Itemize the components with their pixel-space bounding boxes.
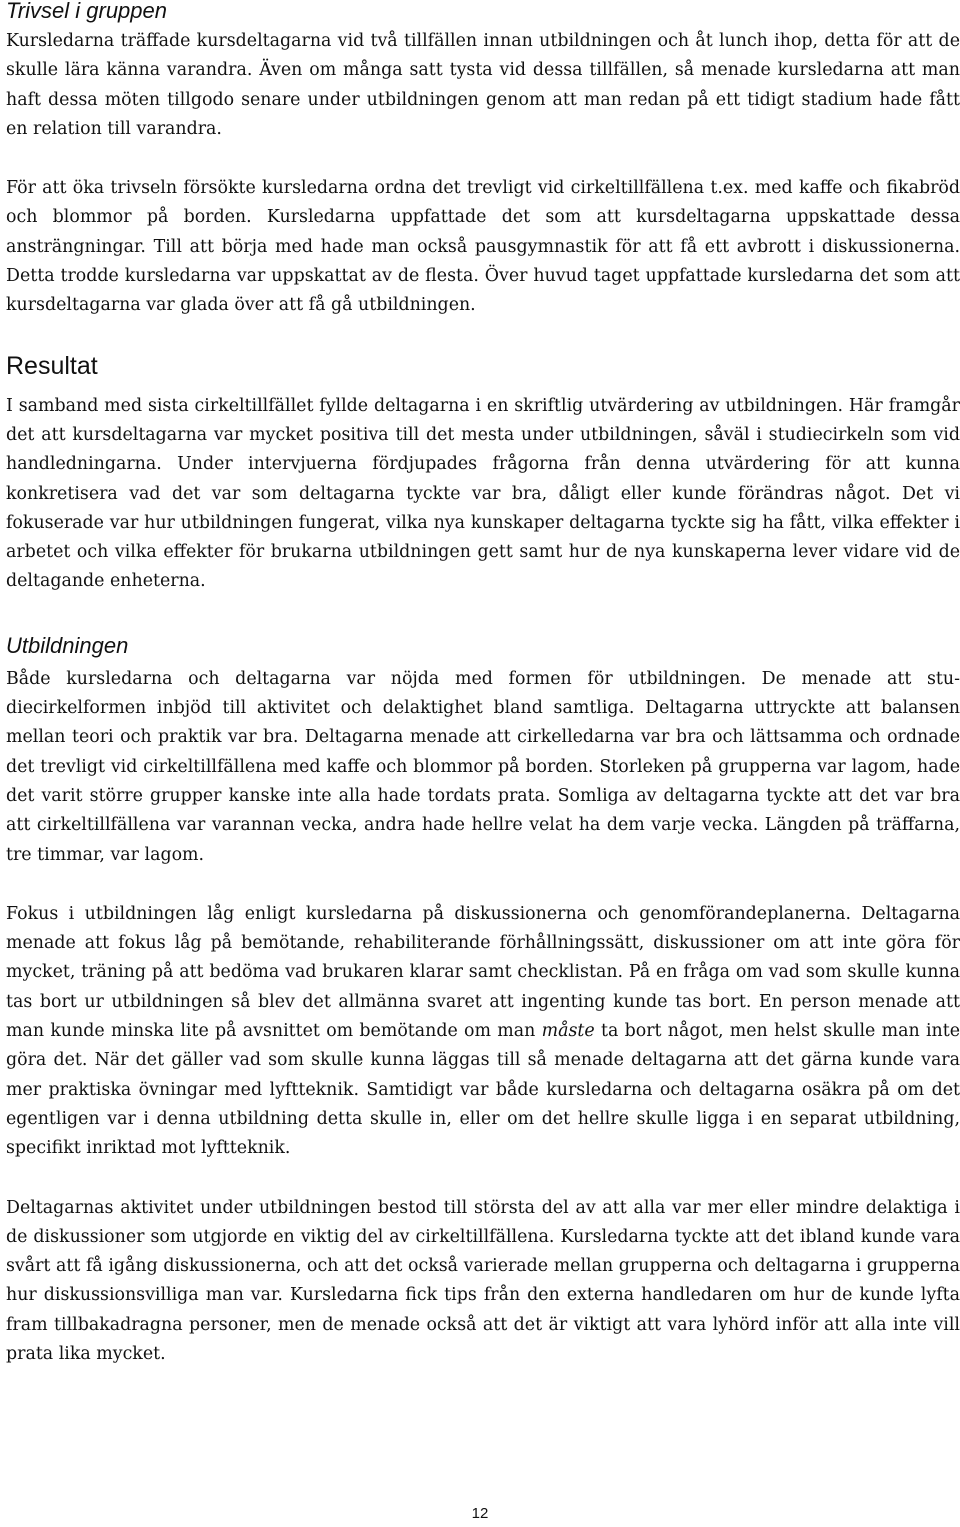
paragraph-utbildningen-1: Både kursledarna och deltagarna var nöjda med formen för utbildningen. De menade att studiecirkelformen inbjöd till aktivitet och delaktighet bland samtliga. Deltagarna uttryckte att balansen mellan teori och praktik var bra. Deltagarna menade att cirkelledarna var bra och lättsamma och ordnade det trevligt vid cirkeltillfällena med kaffe och blommor på borden. Storleken på grupperna var lagom, hade det varit större grupper kanske inte alla hade tordats prata. Somliga av deltagarna tyckte att det var bra att cirkeltillfällena var varannan vecka, andra hade hellre velat ha dem varje vecka. Längden på träffarna, tre timmar, var lagom. xyxy=(6,668,960,865)
document-page xyxy=(6,0,960,1369)
paragraph-utbildningen-3: Deltagarnas aktivitet under utbildningen bestod till största del av att alla var mer eller mindre delaktiga i de diskussioner som utgjorde en viktig del av cirkeltillfällena. Kursledarna tyckte att det ibland kunde vara svårt att få igång diskussionerna, och att det också varierade mellan grupperna och deltagarna i grupperna hur diskussionsvilliga man var. Kursledarna fick tips från den externa handledaren om hur de kunde lyfta fram tillbakadragna personer, men de menade också att det är viktigt att vara lyhörd inför att alla inte vill prata lika mycket. xyxy=(6,1197,960,1364)
paragraph-trivsel-1: Kursledarna träffade kursdeltagarna vid två tillfällen innan utbildningen och åt lunch ihop, detta för att de skulle lära känna varandra. Även om många satt tysta vid dessa tillfällen, så menade kursledarna att man haft dessa möten tillgodo senare under utbildningen genom att man redan på ett tidigt stadium hade fått en relation till varandra. xyxy=(6,31,960,139)
section-heading-trivsel: Trivsel i gruppen xyxy=(6,0,167,23)
paragraph-trivsel-2: För att öka trivseln försökte kursledarna ordna det trevligt vid cirkeltillfällena t.ex. med kaffe och fikabröd och blommor på borden. Kursledarna uppfattade det som att kursdeltagarna uppskattade dessa ansträngningar. Till att börja med hade man också pausgymnastik för att få ett avbrott i diskussionerna. Detta trodde kursledarna var uppskattat av de flesta. Över huvud taget uppfattade kursledarna det som att kursdeltagarna var glada över att få gå utbildningen. xyxy=(6,178,960,316)
emphasis-word: måste xyxy=(541,1021,595,1042)
page-number: 12 xyxy=(471,1505,489,1522)
paragraph-resultat-1: I samband med sista cirkeltillfället fyllde deltagarna i en skriftlig utvärdering av utbildningen. Här framgår det att kursdeltagarna var mycket positiva till det mesta under utbildningen, såväl i studiecirkeln som vid handledningarna. Under intervjuerna fördjupades frågorna från denna utvärdering för att kunna konkretisera vad det var som deltagarna tyckte var bra, dåligt eller kunde förändras något. Det vi fokuserade var hur utbildningen fungerat, vilka nya kunskaper deltagarna tyckte sig ha fått, vilka effekter i arbetet och vilka effekter för brukarna utbildningen gett samt hur de nya kunskaperna lever vidare vid de deltagande enheterna. xyxy=(6,395,960,592)
paragraph-utbildningen-2 xyxy=(6,900,960,1164)
section-heading-resultat: Resultat xyxy=(6,351,98,380)
section-heading-utbildningen: Utbildningen xyxy=(6,632,129,658)
paragraph-utbildningen-2-text: Fokus i utbildningen låg enligt kursledarna på diskussionerna och genomförandeplanerna. Deltagarna menade att fokus låg på bemötande, rehabiliterande förhållningssätt, diskussioner om att inte göra för mycket, träning på att bedöma vad brukaren klarar samt checklistan. På en fråga om vad som skulle kunna tas bort ur utbildningen så blev det allmänna svaret att ingenting kunde tas bort. En person menade att man kunde minska lite på avsnittet om bemötande om man måste ta bort något, men helst skulle man inte göra det. När det gäller vad som skulle kunna läggas till så menade deltagarna att det gärna kunde vara mer praktiska övningar med lyftteknik. Samtidigt var både kursledarna och deltagarna osäkra på om det egentligen var i denna utbildning detta skulle in, eller om det hellre skulle ligga i en separat utbildning, specifikt inriktad mot lyftteknik. xyxy=(6,903,960,1159)
